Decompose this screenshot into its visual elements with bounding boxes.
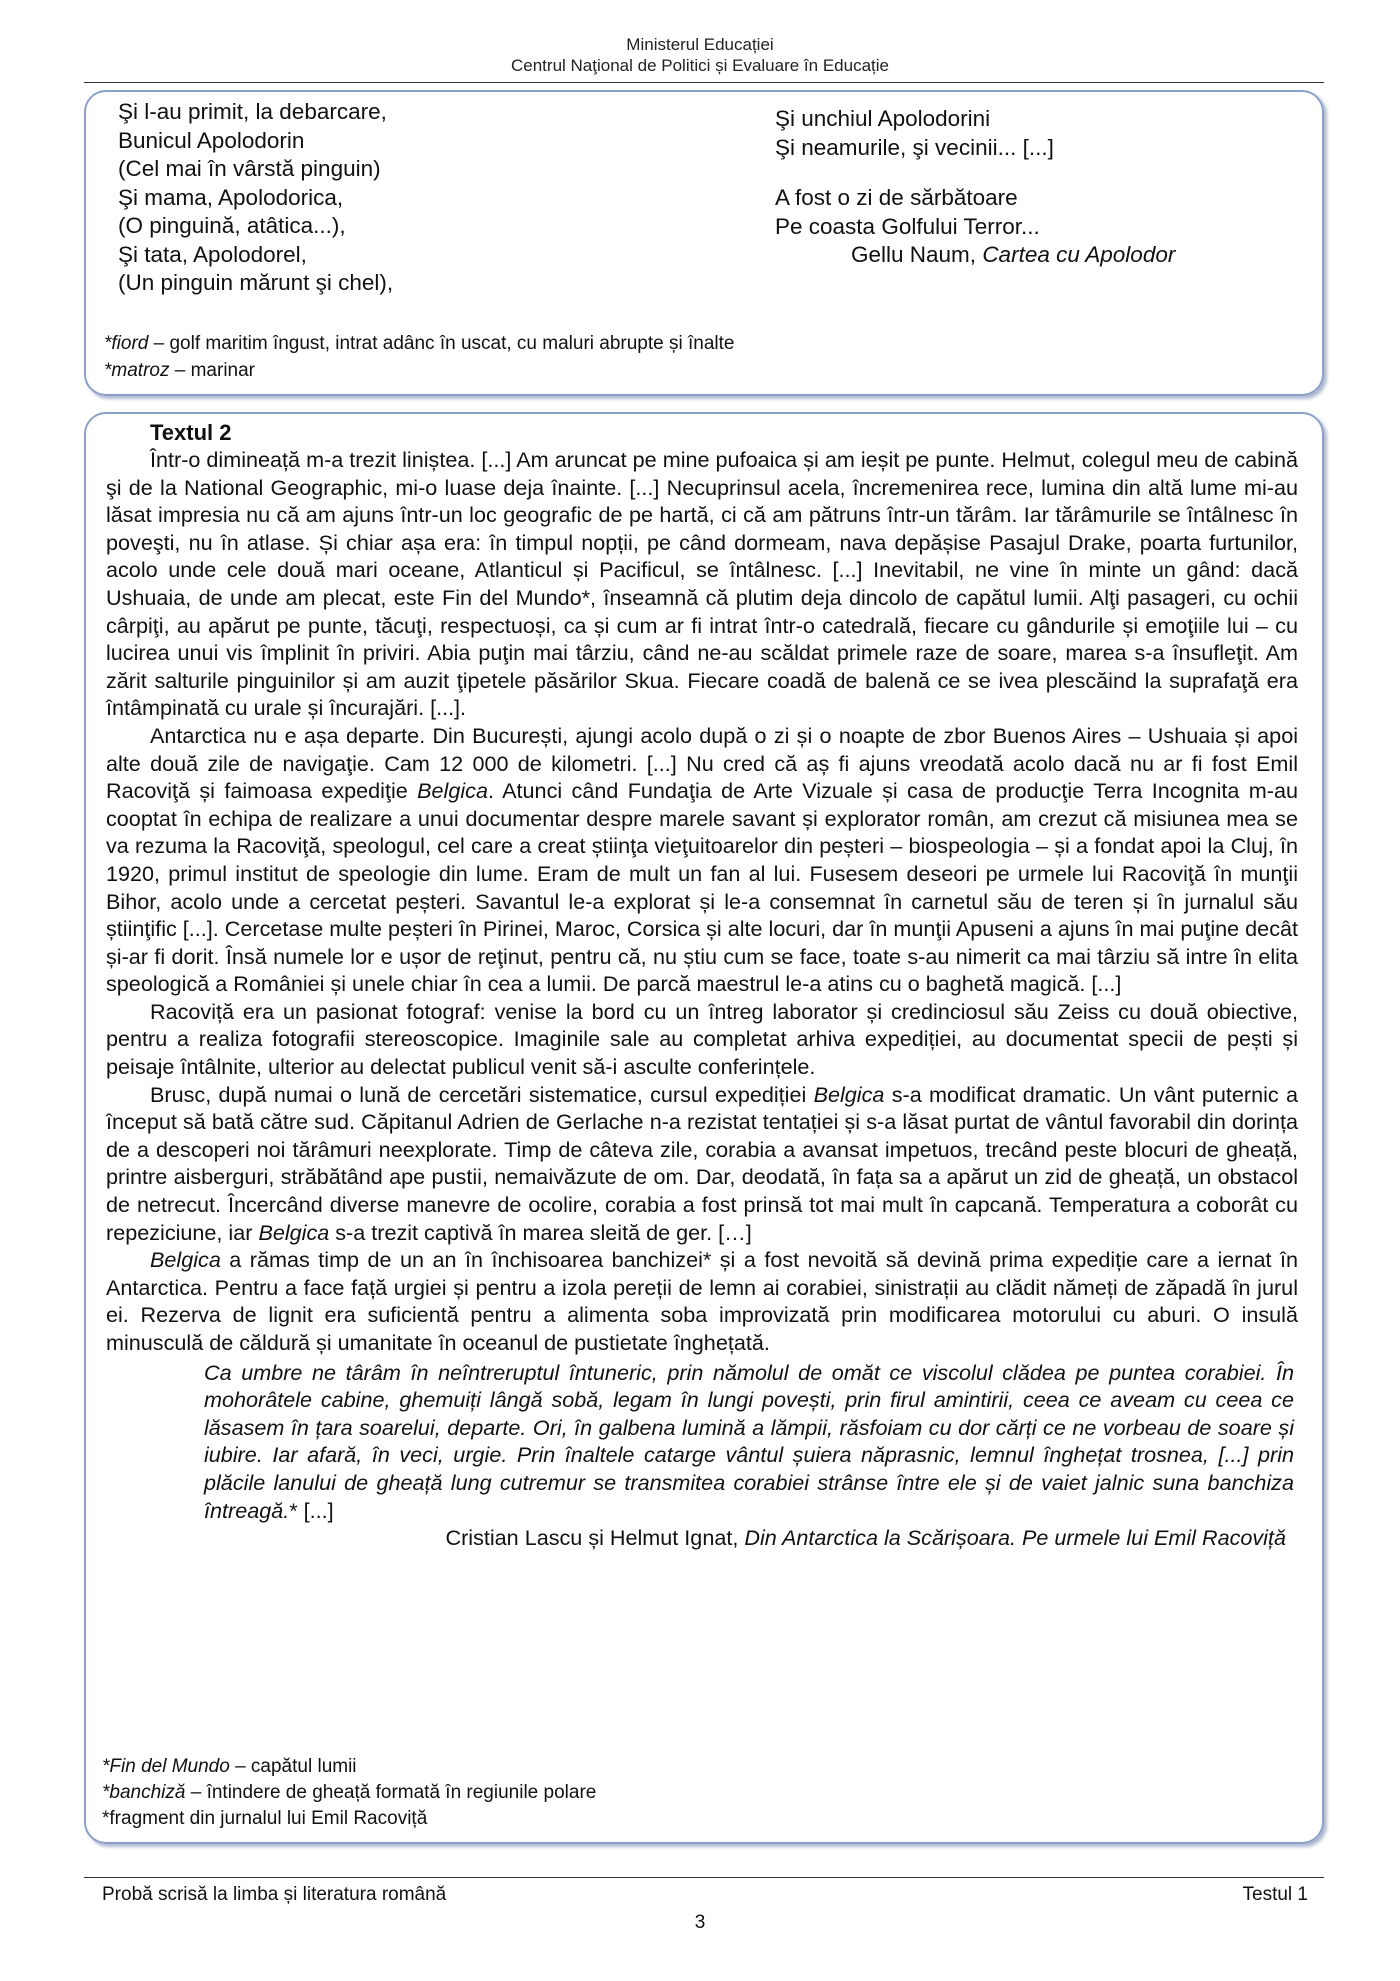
page-header [0,34,1400,76]
poem-line: Bunicul Apolodorin [118,127,305,153]
text2-attribution [106,1524,1298,1552]
poem-line: Şi mama, Apolodorica, [118,184,344,210]
poem-line: Şi l-au primit, la debarcare, [118,99,387,124]
ministry-name: Ministerul Educației [626,35,774,54]
poem-line: A fost o zi de sărbătoare [775,185,1018,210]
text2-work: Din Antarctica la Scărișoara. Pe urmele lui Emil Racoviță [744,1525,1286,1551]
poem-line: Şi unchiul Apolodorini [775,106,991,131]
footer-test-number: Testul 1 [1242,1884,1308,1905]
text2-title: Textul 2 [150,420,232,445]
paragraph: Într-o dimineață m-a trezit liniștea. [...] Am aruncat pe mine pufoaica și am ieșit pe punte. Helmut, colegul meu de cabină şi de la National Geographic, mi-o luase deja înainte. [...] Necuprinsul acela, încremenirea rece, lumina din altă lume mi-au lăsat impresia nu că am ajuns într-un loc geografic de pe hartă, ci că am pătruns într-un tărâm. Iar tărâmurile se întâlnesc în poveşti, nu în atlase. Și chiar așa era: în timpul nopții, pe când dormeam, nava depășise Pasajul Drake, poarta furtunilor, acolo unde cele două mari oceane, Atlanticul și Pacificul, se întâlnesc. [...] Inevitabil, ne vine în minte un gând: dacă Ushuaia, de unde am plecat, este Fin del Mundo*, înseamnă că plutim deja dincolo de capătul lumii. Alţi pasageri, cu ochii cârpiţi, au apărut pe punte, tăcuţi, respectuoși, ca și cum ar fi intrat într-o catedrală, fiecare cu gândurile și emoţiile lui – cu lucirea unui vis împlinit în priviri. Abia puţin mai târziu, când ne-au scăldat primele raze de soare, marea s-a însufleţit. Am zărit salturile pinguinilor și am auzit ţipetele păsărilor Skua. Fiecare coadă de balenă ce se ivea plescăind la suprafaţă era întâmpinată cu urale și încurajări. [...]. [106,447,1298,721]
footnote-item: *fragment din jurnalul lui Emil Racoviță [102,1808,428,1829]
poem-line: Şi neamurile, şi vecinii... [...] [775,134,1054,160]
paragraph: Antarctica nu e așa departe. Din București, ajungi acolo după o zi și o noapte de zbor Buenos Aires – Ushuaia și apoi alte două zile de navigaţie. Cam 12 000 de kilometri. [...] Nu cred că aș fi ajuns vreodată acolo dacă nu ar fi fost Emil Racoviţă și faimoasa expediţie Belgica. Atunci când Fundaţia de Arte Vizuale și casa de producţie Terra Incognita m-au cooptat în echipa de realizare a unui documentar despre marele savant și explorator român, am crezut că misiunea mea se va rezuma la Racoviţă, speologul, cel care a creat știinţa vieţuitoarelor din peșteri – biospeologia – și a fondat apoi la Cluj, în 1920, primul institut de speologie din lume. Eram de mult un fan al lui. Fusesem deseori pe urmele lui Racoviţă în munţii Bihor, acolo unde a cercetat peșteri. Savantul le-a explorat și le-a consemnat în carnetul său de teren și în jurnalul său știinţific [...]. Cercetase multe peșteri în Pirinei, Maroc, Corsica și alte locuri, dar în munţii Apuseni a ajuns în mai puţine decât și-ar fi dorit. Însă numele lor e ușor de reţinut, pentru că, nu știu cum se face, toate s-au nimerit ca mai târziu să intre în elita speologică a României și unele chiar în cea a lumii. De parcă maestrul le-a atins cu o baghetă magică. [...] [106,722,1298,997]
poem-author: Gellu Naum, [851,242,977,267]
poem-attribution [775,241,1175,270]
text2-footnotes [102,1754,596,1832]
paragraph: Racoviță era un pasionat fotograf: venise la bord cu un întreg laborator și credinciosul său Zeiss cu două obiective, pentru a realiza fotografii stereoscopice. Imaginile sale au completat arhiva expediției, au documentat specii de pești și peisaje întâlnite, ulterior au delectat publicul venit să-i asculte conferințele. [106,998,1298,1080]
footnote-item: *banchiză – întindere de gheață formată în regiunile polare [102,1782,597,1803]
poem-line: (O pinguină, atâtica...), [118,213,346,238]
header-divider [84,82,1324,83]
center-name: Centrul Naţional de Politici și Evaluare în Educație [511,56,889,75]
text2-authors: Cristian Lascu și Helmut Ignat, [445,1525,739,1551]
note-def: – golf maritim îngust, intrat adânc în uscat, cu maluri abrupte și înalte [148,333,735,354]
poem-line: (Un pinguin mărunt şi chel), [118,270,394,295]
page-number: 3 [694,1912,706,1933]
note-item [104,330,734,357]
poem-line: (Cel mai în vârstă pinguin) [118,156,381,181]
text2-body [106,420,1298,1552]
footer-divider [84,1877,1324,1878]
note-def: – marinar [169,360,255,381]
poem-line: Pe coasta Golfului Terror... [775,213,1040,239]
paragraph: Brusc, după numai o lună de cercetări sistematice, cursul expediției Belgica s-a modificat dramatic. Un vânt puternic a început să bată către sud. Căpitanul Adrien de Gerlache n-a rezistat tentației și s-a lăsat purtat de vântul favorabil din dorința de a descoperi noi tărâmuri neexplorate. Timp de câteva zile, corabia a avansat impetuos, trecând peste blocuri de gheață, printre aisberguri, străbătând ape pustii, nemaivăzute de om. Dar, deodată, în fața sa a apărut un zid de gheață, un obstacol de netrecut. Încercând diverse manevre de ocolire, corabia a fost prinsă tot mai mult în capcană. Temperatura a coborât cu repeziciune, iar Belgica s-a trezit captivă în marea sleită de ger. […] [106,1081,1298,1245]
note-term: *matroz [104,360,170,381]
poem-line: Şi tata, Apolodorel, [118,241,307,267]
poem-left-column [118,98,393,298]
note-item [104,357,734,384]
footer-subject: Probă scrisă la limba și literatura română [102,1884,447,1905]
poem-right-column [775,105,1175,270]
poem-work: Cartea cu Apolodor [982,242,1176,267]
note-term: *fiord [104,333,149,354]
text1-notes [104,330,734,384]
journal-quote: Ca umbre ne târâm în neîntreruptul întuneric, prin nămolul de omăt ce viscolul clădea pe puntea corabiei. În mohorâtele cabine, ghemuiți lângă sobă, legam în lungi povești, prin firul amintirii, ceea ce aveam cu ceea ce lăsasem în țara soarelui, departe. Ori, în galbena lumină a lămpii, răsfoiam cu dor cărți ce ne vorbeau de soare și iubire. Iar afară, în veci, urgie. Prin înaltele catarge vântul șuiera năprasnic, lemnul înghețat trosnea, [...] prin plăcile lanului de gheață lung cutremur se transmitea corabiei strânse între ele și de vaiet jalnic suna banchiza întreagă.* [...] [204,1359,1294,1523]
paragraph: Belgica a rămas timp de un an în închisoarea banchizei* și a fost nevoită să devină prima expediție care a iernat în Antarctica. Pentru a face față urgiei și pentru a izola pereții de lemn ai corabiei, sinistrații au clădit nămeți de zăpadă în jurul ei. Rezerva de lignit era suficientă pentru a alimenta soba improvizată prin modificarea motorului cu aburi. O insulă minusculă de căldură și umanitate în oceanul de pustietate înghețată. [106,1247,1298,1355]
footnote-item: *Fin del Mundo – capătul lumii [102,1756,357,1777]
